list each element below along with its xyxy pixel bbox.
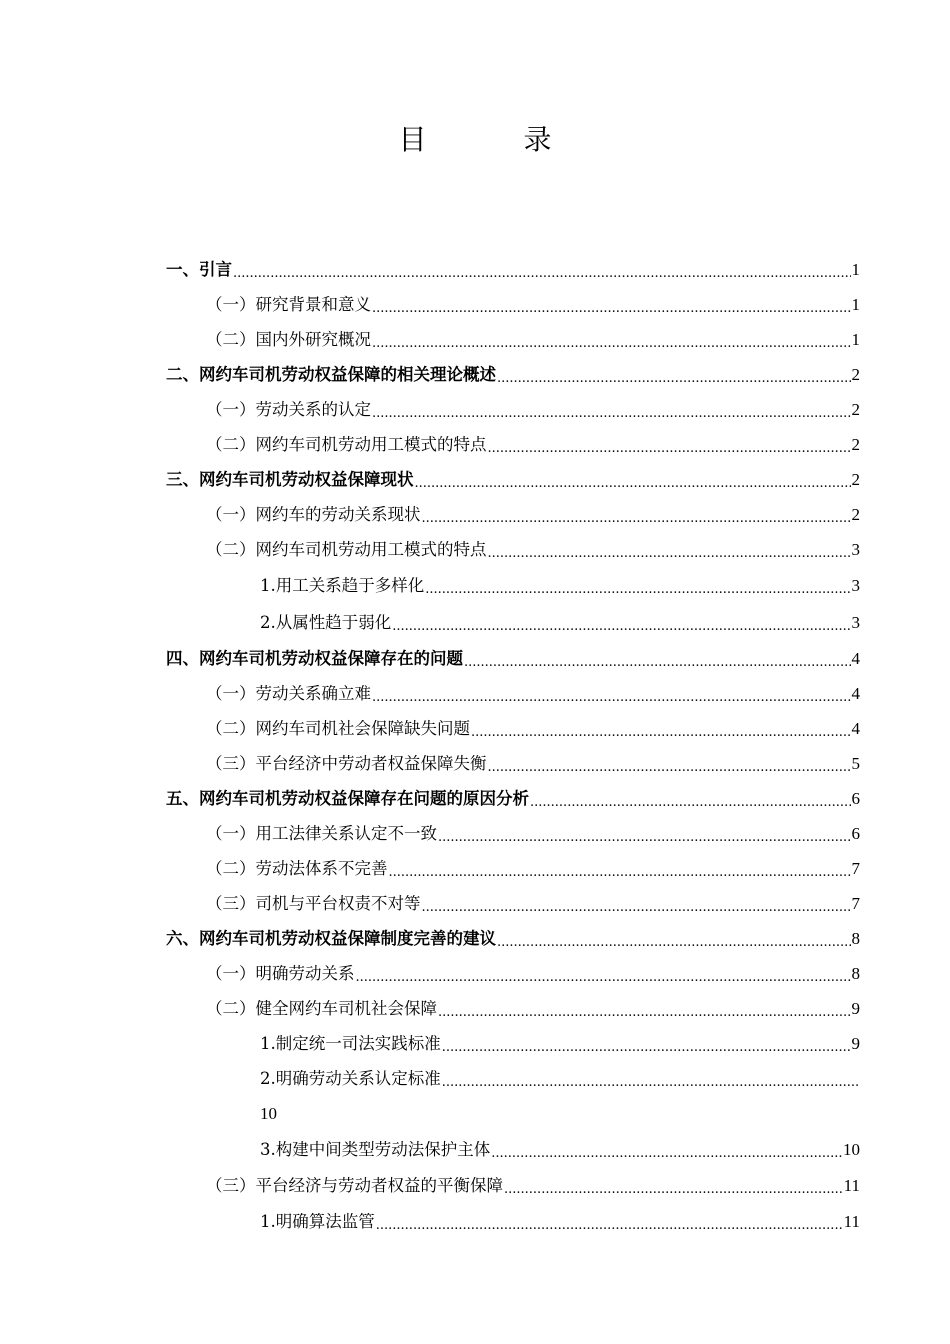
page-title: 目 录	[398, 123, 596, 156]
toc-leader-dots	[233, 267, 851, 281]
toc-entry-label: （三）平台经济与劳动者权益的平衡保障	[206, 1175, 503, 1195]
toc-entry-label: 四、网约车司机劳动权益保障存在的问题	[166, 648, 463, 668]
toc-leader-dots	[415, 477, 851, 491]
toc-entry[interactable]	[166, 532, 860, 567]
toc-page-number: 4	[851, 718, 860, 738]
toc-leader-dots	[488, 442, 851, 456]
toc-leader-dots	[422, 512, 851, 526]
table-of-contents	[166, 252, 860, 1239]
toc-entry-label: 3.构建中间类型劳动法保护主体	[260, 1139, 491, 1159]
toc-entry-label: （一）劳动关系的认定	[206, 399, 371, 419]
toc-leader-dots	[504, 1183, 843, 1197]
toc-page-number: 2	[851, 434, 860, 454]
toc-entry[interactable]	[166, 567, 860, 604]
toc-leader-dots	[372, 407, 851, 421]
toc-entry[interactable]	[166, 462, 860, 497]
toc-entry[interactable]	[166, 1132, 860, 1167]
toc-entry-label: （二）健全网约车司机社会保障	[206, 998, 437, 1018]
toc-entry-label: （一）网约车的劳动关系现状	[206, 504, 421, 524]
toc-page-number: 10	[843, 1139, 860, 1159]
toc-leader-dots	[372, 302, 851, 316]
toc-entry[interactable]	[166, 392, 860, 427]
toc-leader-dots	[442, 1076, 859, 1090]
toc-entry-label: （二）网约车司机劳动用工模式的特点	[206, 539, 487, 559]
toc-page-number: 7	[851, 858, 860, 878]
toc-page-number: 1	[851, 259, 860, 279]
toc-entry-label: （二）网约车司机社会保障缺失问题	[206, 718, 470, 738]
toc-entry[interactable]	[166, 851, 860, 886]
toc-entry-label: 1.制定统一司法实践标准	[260, 1033, 441, 1053]
toc-entry[interactable]	[166, 287, 860, 322]
toc-entry[interactable]	[166, 604, 860, 641]
toc-page-number: 2	[851, 364, 860, 384]
toc-entry-label: 1.明确算法监管	[260, 1211, 375, 1231]
toc-entry[interactable]	[166, 322, 860, 357]
toc-page-number: 2	[851, 469, 860, 489]
toc-entry-label: （三）平台经济中劳动者权益保障失衡	[206, 753, 487, 773]
toc-entry[interactable]	[166, 991, 860, 1026]
toc-entry[interactable]	[166, 711, 860, 746]
toc-entry-label: （二）网约车司机劳动用工模式的特点	[206, 434, 487, 454]
toc-page-number: 1	[851, 329, 860, 349]
toc-entry[interactable]	[166, 357, 860, 392]
toc-entry[interactable]	[166, 252, 860, 287]
toc-entry-label: （一）研究背景和意义	[206, 294, 371, 314]
toc-entry-label: 三、网约车司机劳动权益保障现状	[166, 469, 414, 489]
toc-leader-dots	[438, 831, 851, 845]
toc-entry[interactable]	[166, 956, 860, 991]
toc-leader-dots	[488, 761, 851, 775]
toc-page-number: 9	[851, 998, 860, 1018]
toc-entry-label: （一）劳动关系确立难	[206, 683, 371, 703]
toc-leader-dots	[372, 337, 851, 351]
toc-page-number: 1	[851, 294, 860, 314]
toc-page-number: 3	[851, 575, 860, 595]
toc-leader-dots	[497, 936, 851, 950]
toc-page-number: 7	[851, 893, 860, 913]
toc-page-number: 2	[851, 399, 860, 419]
toc-entry[interactable]	[166, 816, 860, 851]
toc-leader-dots	[442, 1041, 851, 1055]
toc-leader-dots	[356, 971, 851, 985]
toc-leader-dots	[422, 901, 851, 915]
toc-page-number: 8	[851, 963, 860, 983]
toc-entry-label: （一）明确劳动关系	[206, 963, 355, 983]
toc-entry-label: 一、引言	[166, 259, 232, 279]
toc-page-number: 11	[843, 1211, 860, 1231]
toc-leader-dots	[392, 620, 850, 634]
toc-leader-dots	[530, 796, 851, 810]
toc-entry[interactable]	[166, 1167, 860, 1204]
toc-leader-dots	[471, 726, 851, 740]
toc-entry[interactable]	[166, 1204, 860, 1239]
toc-entry[interactable]	[166, 921, 860, 956]
toc-leader-dots	[497, 372, 851, 386]
toc-page-number: 2	[851, 504, 860, 524]
toc-leader-dots	[372, 691, 851, 705]
toc-entry-label: 2.从属性趋于弱化	[260, 612, 392, 632]
toc-entry-label: 六、网约车司机劳动权益保障制度完善的建议	[166, 928, 496, 948]
toc-entry[interactable]	[166, 1026, 860, 1061]
toc-entry-label: 1.用工关系趋于多样化	[260, 575, 425, 595]
toc-page-number: 3	[851, 612, 860, 632]
toc-page-number: 11	[843, 1175, 860, 1195]
toc-leader-dots	[464, 656, 851, 670]
toc-page-number: 6	[851, 788, 860, 808]
toc-leader-dots	[438, 1006, 851, 1020]
toc-page-number: 4	[851, 683, 860, 703]
toc-page-number: 3	[851, 539, 860, 559]
toc-page-number: 6	[851, 823, 860, 843]
toc-leader-dots	[491, 1147, 842, 1161]
toc-page-number: 8	[851, 928, 860, 948]
toc-entry-label: （二）国内外研究概况	[206, 329, 371, 349]
toc-leader-dots	[488, 547, 851, 561]
toc-leader-dots	[376, 1219, 843, 1233]
toc-entry[interactable]	[166, 497, 860, 532]
toc-leader-dots	[425, 583, 850, 597]
toc-entry[interactable]	[166, 1061, 860, 1096]
toc-page-number: 5	[851, 753, 860, 773]
toc-page-number: 4	[851, 648, 860, 668]
toc-entry[interactable]	[166, 886, 860, 921]
toc-entry-label: 五、网约车司机劳动权益保障存在问题的原因分析	[166, 788, 529, 808]
toc-leader-dots	[389, 866, 851, 880]
toc-page-number: 9	[851, 1033, 860, 1053]
toc-entry-label: （二）劳动法体系不完善	[206, 858, 388, 878]
toc-entry-label: 2.明确劳动关系认定标准	[260, 1068, 441, 1088]
toc-entry[interactable]	[166, 781, 860, 816]
toc-entry[interactable]	[166, 746, 860, 781]
toc-entry-label: 二、网约车司机劳动权益保障的相关理论概述	[166, 364, 496, 384]
toc-entry[interactable]	[166, 427, 860, 462]
toc-entry-label: （一）用工法律关系认定不一致	[206, 823, 437, 843]
toc-page-number: 10	[260, 1104, 277, 1123]
toc-entry[interactable]	[166, 676, 860, 711]
toc-entry-label: （三）司机与平台权责不对等	[206, 893, 421, 913]
toc-entry[interactable]	[166, 641, 860, 676]
